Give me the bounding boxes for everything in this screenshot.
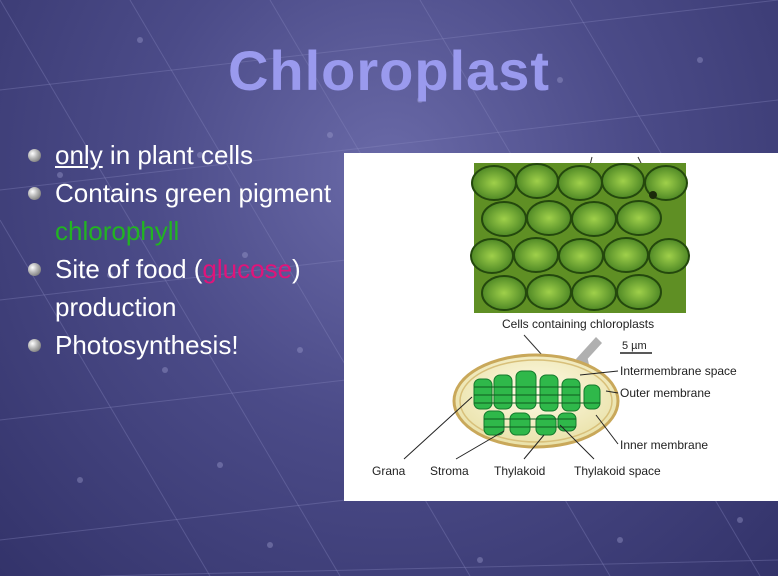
bullet-text-post: in plant cells: [102, 140, 254, 170]
bullet-dot-icon: [28, 187, 41, 200]
label-outer-membrane: Outer membrane: [620, 386, 711, 400]
slide-title: Chloroplast: [227, 39, 551, 102]
label-inner-membrane: Inner membrane: [620, 438, 709, 452]
chloroplast-diagram: [454, 355, 618, 447]
glucose-highlight: glucose: [202, 254, 293, 284]
bullet-text-post: ) production: [55, 254, 301, 322]
label-thylakoid: Thylakoid: [494, 464, 546, 478]
figure-caption: Cells containing chloroplasts: [502, 317, 655, 331]
bullet-dot-icon: [28, 339, 41, 352]
bullet-item: [28, 250, 348, 326]
bullet-text-underlined: only: [55, 140, 103, 170]
chloroplast-figure: [344, 153, 778, 501]
micrograph-image: [471, 163, 689, 313]
bullet-list: [28, 136, 348, 364]
bullet-text: Photosynthesis!: [55, 330, 239, 360]
bullet-item: [28, 174, 348, 250]
bullet-item: [28, 136, 348, 174]
label-stroma: Stroma: [430, 464, 469, 478]
bullet-text-pre: Site of food (: [55, 254, 203, 284]
bullet-item: [28, 326, 348, 364]
label-thylakoid-space: Thylakoid space: [574, 464, 661, 478]
chloroplast-illustration: [344, 153, 778, 501]
label-grana: Grana: [372, 464, 406, 478]
bullet-dot-icon: [28, 263, 41, 276]
label-intermembrane-space: Intermembrane space: [620, 364, 737, 378]
scale-label: 5 µm: [622, 340, 647, 352]
chlorophyll-highlight: chlorophyll: [55, 216, 180, 246]
bullet-text-pre: Contains green pigment: [55, 178, 332, 208]
bullet-dot-icon: [28, 149, 41, 162]
